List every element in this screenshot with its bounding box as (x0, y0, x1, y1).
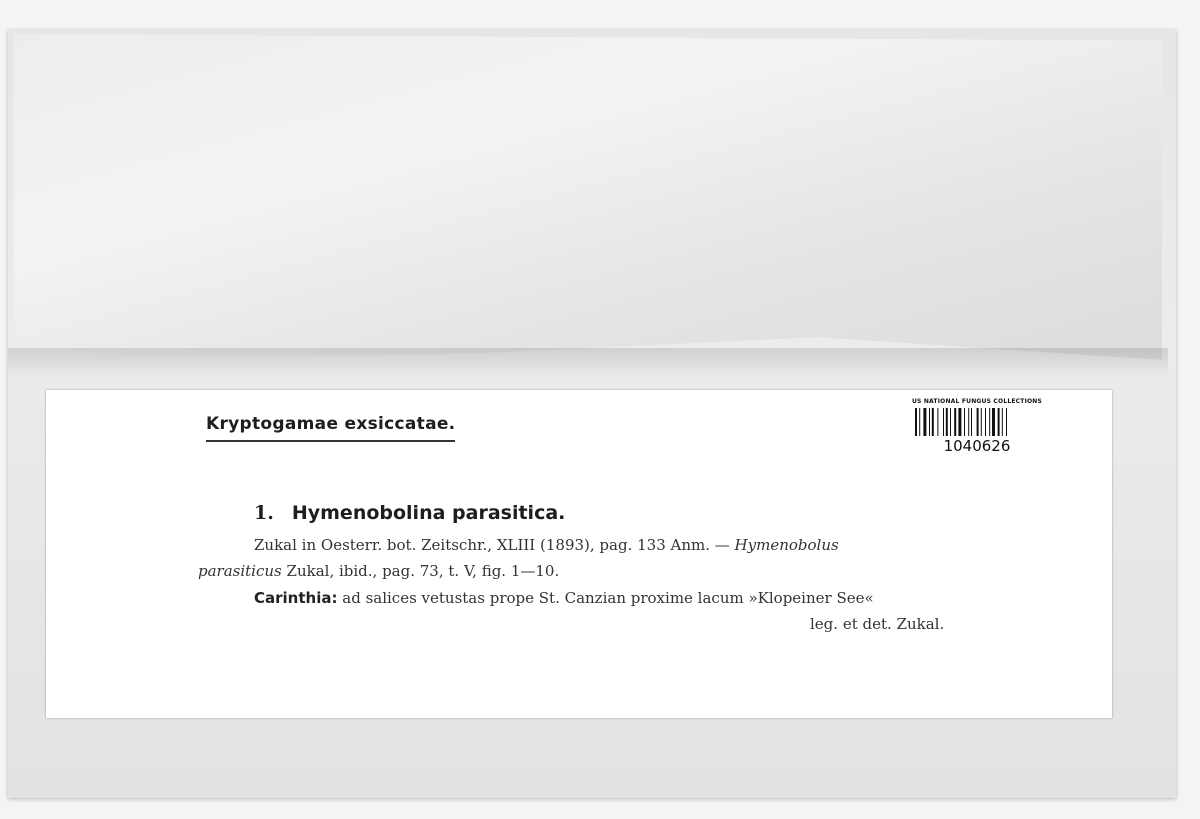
specimen-label (46, 390, 1112, 718)
citation-line-1 (254, 536, 839, 554)
collector-line: leg. et det. Zukal. (810, 615, 945, 633)
citation-line-2 (198, 562, 559, 580)
barcode-icon (915, 408, 1039, 436)
locality-text: ad salices vetustas prope St. Canzian proxime lacum »Klopeiner See« (342, 589, 874, 607)
barcode-tag (902, 396, 1052, 464)
packet-flap (14, 34, 1162, 360)
flap-shadow (8, 348, 1168, 378)
species-heading (254, 502, 565, 524)
species-number: 1. (254, 502, 274, 524)
species-name: Hymenobolina parasitica. (291, 502, 566, 524)
barcode-institution: US NATIONAL FUNGUS COLLECTIONS (911, 398, 1043, 405)
citation-reference: Zukal, ibid., pag. 73, t. V, fig. 1—10. (286, 562, 560, 580)
synonym-epithet: parasiticus (198, 562, 282, 580)
barcode-number: 1040626 (943, 437, 1011, 455)
locality-line (254, 589, 874, 607)
locality-region: Carinthia: (254, 589, 338, 607)
synonym-genus: Hymenobolus (734, 536, 839, 554)
citation-text: Zukal in Oesterr. bot. Zeitschr., XLIII (1893), pag. 133 Anm. — (254, 536, 730, 554)
series-title: Kryptogamae exsiccatae. (206, 414, 455, 442)
